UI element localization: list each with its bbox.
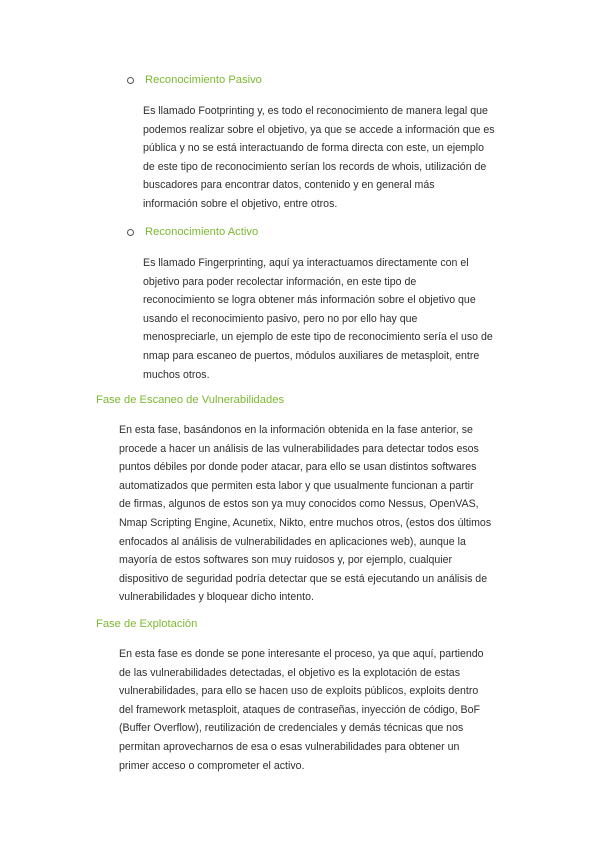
text-line: usando el reconocimiento pasivo, pero no por ello hay que [143, 312, 418, 325]
text-line: vulnerabilidades, para ello se hacen uso de exploits públicos, exploits dentro [119, 685, 479, 698]
text-line: buscadores para encontrar datos, contenido y en general más [143, 179, 435, 192]
paragraph-escaneo [119, 421, 491, 607]
text-line: (Buffer Overflow), reutilización de credenciales y demás técnicas que nos [119, 722, 464, 735]
subsection-title-pasivo: Reconocimiento Pasivo [145, 74, 262, 86]
subsection-title-activo: Reconocimiento Activo [145, 226, 259, 238]
paragraph-explotacion [119, 645, 484, 775]
text-line: En esta fase, basándonos en la información obtenida en la fase anterior, se [119, 424, 473, 436]
text-line: puntos débiles por donde poder atacar, para ello se usan distintos softwares [119, 461, 477, 474]
text-line: de este tipo de reconocimiento serían los records de whois, utilización de [143, 160, 487, 173]
text-line: información sobre el objetivo, entre otros. [143, 197, 338, 210]
text-line: Es llamado Footprinting y, es todo el reconocimiento de manera legal que [143, 105, 488, 117]
text-line: procede a hacer un análisis de las vulnerabilidades para detectar todos esos [119, 442, 479, 455]
text-line: enfocados al análisis de vulnerabilidades en aplicaciones web), aunque la [119, 535, 466, 548]
text-line: objetivo para poder recolectar información, en este tipo de [143, 275, 417, 288]
text-line: de firmas, algunos de estos son ya muy conocidos como Nessus, OpenVAS, [119, 498, 479, 511]
text-line: podemos realizar sobre el objetivo, ya que se accede a información que es [143, 123, 495, 136]
section-title-explotacion: Fase de Explotación [96, 618, 198, 630]
text-line: dispositivo de seguridad podría detectar que se está ejecutando un análisis de [119, 572, 488, 585]
text-line: primer acceso o comprometer el activo. [119, 759, 305, 772]
text-line: menospreciarle, un ejemplo de este tipo de reconocimiento sería el uso de [143, 331, 493, 344]
text-line: Es llamado Fingerprinting, aquí ya interactuamos directamente con el [143, 257, 469, 269]
paragraph-pasivo [143, 102, 495, 214]
text-line: En esta fase es donde se pone interesante el proceso, ya que aquí, partiendo [119, 648, 484, 660]
list-bullet [127, 229, 134, 236]
section-title-escaneo: Fase de Escaneo de Vulnerabilidades [96, 394, 285, 406]
text-line: del framework metasploit, ataques de contraseñas, inyección de código, BoF [119, 703, 480, 716]
text-line: automatizados que permiten esta labor y que usualmente funcionan a partir [119, 479, 474, 492]
text-line: pública y no se está interactuando de forma directa con este, un ejemplo [143, 142, 484, 155]
text-line: muchos otros. [143, 368, 210, 381]
text-line: permitan aprovecharnos de esa o esas vulnerabilidades para obtener un [119, 740, 460, 753]
paragraph-activo [143, 254, 493, 384]
text-line: reconocimiento se logra obtener más información sobre el objetivo que [143, 294, 476, 307]
text-line: nmap para escaneo de puertos, módulos auxiliares de metasploit, entre [143, 349, 480, 362]
text-line: de las vulnerabilidades detectadas, el objetivo es la explotación de estas [119, 666, 460, 679]
list-bullet [127, 77, 134, 84]
text-line: vulnerabilidades y bloquear dicho intento. [119, 591, 314, 604]
text-line: Nmap Scripting Engine, Acunetix, Nikto, entre muchos otros, (estos dos últimos [119, 516, 492, 529]
text-line: mayoría de estos softwares son muy ruidosos y, por ejemplo, cualquier [119, 554, 453, 567]
